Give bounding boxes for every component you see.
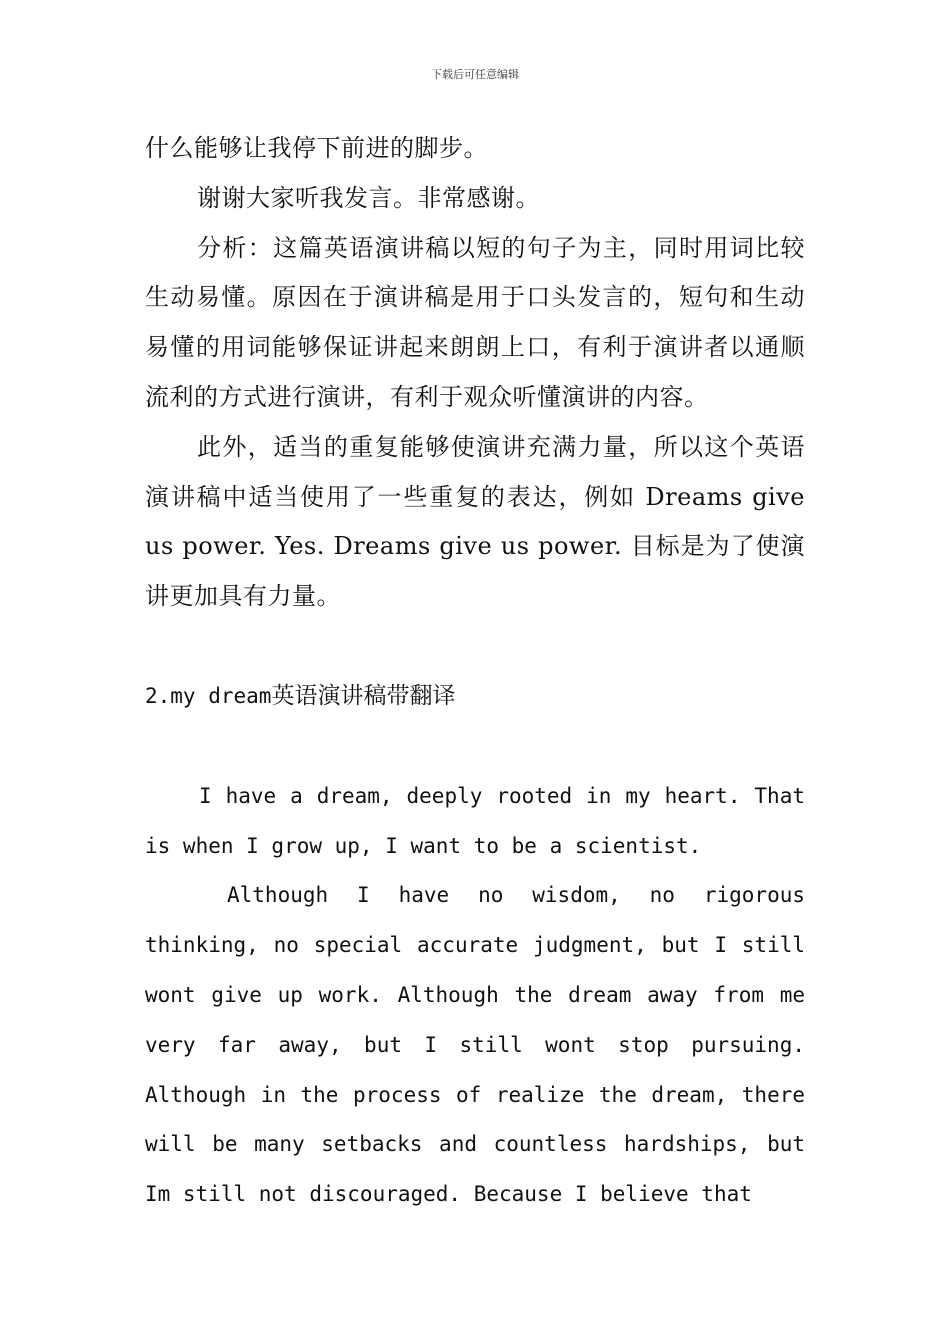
english-paragraph-although: Although I have no wisdom, no rigorous thinking, no special accurate judgment, but I still wont give up work. Although the dream away from me very far away, but I still wont stop pursuing. Although in the process of realize the dream, there will be many setbacks and countless hardships, but Im still not discouraged. Because I believe that (145, 883, 805, 1207)
section-number: 2.my dream (145, 683, 272, 708)
english-paragraph-dream: I have a dream, deeply rooted in my heart. That is when I grow up, I want to be a scientist. (145, 783, 805, 858)
paragraph-thanks: 谢谢大家听我发言。非常感谢。 (197, 183, 540, 212)
section-title: 英语演讲稿带翻译 (271, 682, 456, 709)
paragraph-analysis: 分析：这篇英语演讲稿以短的句子为主，同时用词比较生动易懂。原因在于演讲稿是用于口头发言的，短句和生动易懂的用词能够保证讲起来朗朗上口，有利于演讲者以通顺流利的方式进行演讲，有利于观众听懂演讲的内容。 (145, 233, 805, 411)
paragraph-repetition: 此外，适当的重复能够使演讲充满力量，所以这个英语演讲稿中适当使用了一些重复的表达，例如 Dreams give us power. Yes. Dreams give us power. 目标是为了使演讲更加具有力量。 (145, 432, 805, 611)
spacer (145, 722, 805, 772)
document-body (145, 124, 805, 1220)
paragraph-continuation: 什么能够让我停下前进的脚步。 (145, 134, 488, 162)
section-heading (145, 672, 805, 722)
page-header: 下载后可任意编辑 (431, 68, 519, 81)
